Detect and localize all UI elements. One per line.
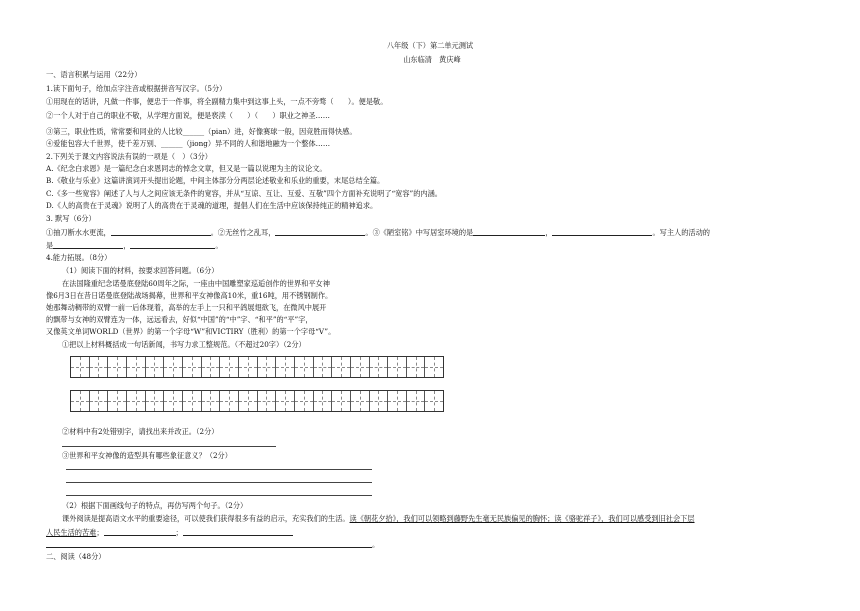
q1-line-1: ①用现在的话讲，凡做一件事，便忠于一件事，将全副精力集中到这事上头，一点不旁骛（ ）。便是敬。: [46, 97, 388, 106]
section-heading-2: 二、阅读（48分）: [46, 552, 106, 561]
q1-line-2: ②一个人对于自己的职业不敬，从学理方面说，便是亵渎（ ）（ ）职业之神圣……: [46, 111, 330, 120]
answer-blank[interactable]: [275, 228, 365, 236]
imitation-intro: 课外阅读是提高语文水平的重要途径，可以使我们获得很多有益的启示，充实我们的生活。: [62, 514, 350, 523]
answer-blank[interactable]: [46, 540, 372, 548]
q3-line-1: [46, 228, 710, 236]
q3-part-6: 是: [46, 241, 54, 250]
underlined-sentence-end: 人民生活的苦难: [46, 528, 97, 537]
material-line-1: 在法国隆重纪念诺曼底登陆60周年之际，一座由中国雕塑家巡逅创作的世界和平女神: [62, 279, 330, 288]
q3-part-8: 。: [215, 241, 223, 250]
imitation-paragraph-line-3: [46, 540, 379, 548]
q2-stem: 2.下列关于课文内容说法有误的一项是（ ）（3分）: [46, 152, 212, 161]
q3-part-1: ①抽刀断水水更流，: [46, 228, 111, 237]
material-line-2: 像6月3日在昔日诺曼底登陆战场揭幕，世界和平女神像高10米，重16吨，用不锈钢制作。: [46, 291, 333, 300]
q3-part-5: 。写主人的活动的: [652, 228, 710, 237]
q4-subq-2: ②材料中有2处错别字，请找出来并改正。（2分）: [62, 427, 219, 436]
answer-blank[interactable]: [552, 228, 652, 236]
q4-stem: 4.能力拓展。（8分）: [46, 253, 112, 262]
punct: ；: [175, 528, 183, 537]
answer-line[interactable]: [62, 446, 276, 447]
q1-line-3: ③第三，职业性质，常常要和同业的人比较______（pian）进，好像赛球一般，因竞胜而得快感。: [46, 127, 357, 136]
q2-option-b: B.《敬业与乐业》这篇讲演词开头提出论题，中间主体部分分两层论述敬业和乐业的重要，末尾总结全篇。: [46, 176, 385, 185]
punct: ；: [96, 528, 104, 537]
material-line-5: 又像英文单词WORLD（世界）的第一个字母“W”和VICTIRY（胜利）的第一个字母“V”。: [46, 327, 336, 336]
q3-part-2: 。②无丝竹之乱耳，: [210, 228, 276, 237]
answer-line[interactable]: [66, 495, 372, 496]
q2-option-d: D.《人的高贵在于灵魂》说明了人的高贵在于灵魂的道理，提倡人们在生活中应该保持纯正的精神追求。: [46, 201, 378, 210]
answer-line[interactable]: [66, 469, 372, 470]
q4-sub-1: （1）阅读下面的材料，按要求回答问题。（6分）: [62, 266, 219, 275]
q3-part-3: 。③《陋室铭》中写居室环境的是: [365, 228, 474, 237]
q4-subq-1: ①把以上材料概括成一句话新闻，书写力求工整规范。（不超过20字）（2分）: [62, 340, 306, 349]
answer-blank[interactable]: [111, 228, 211, 236]
imitation-paragraph-line-1: [62, 515, 695, 522]
answer-blank[interactable]: [53, 241, 123, 249]
underlined-sentence: 读《朝花夕拾》，我们可以领略到藤野先生毫无民族偏见的胸怀；读《骆驼祥子》，我们可以感受到旧社会下层: [349, 514, 695, 523]
material-line-3: 她那舞动稠带的双臂一前一后体现着，高举的左手上一只和平鸽展翅欲飞，在微风中展开: [46, 303, 327, 312]
answer-blank[interactable]: [473, 228, 545, 236]
answer-blank[interactable]: [104, 528, 176, 536]
punct: 。: [372, 540, 380, 549]
answer-blank[interactable]: [130, 241, 215, 249]
q1-line-4: ④爱能包容大千世界，使千差万别、______（jiong）异不同的人和谐地融为一个整体……: [46, 139, 331, 148]
section-heading-1: 一、语言积累与运用（22分）: [46, 70, 142, 79]
q3-line-2: [46, 241, 223, 249]
q4-sub-2: （2）根据下面画线句子的特点，再仿写两个句子。（2分）: [62, 501, 248, 510]
q1-stem: 1.读下面句子，给加点字注音或根据拼音写汉字。（5分）: [46, 84, 227, 93]
answer-line[interactable]: [66, 482, 372, 483]
q4-subq-3: ③世界和平女神像的造型具有哪些象征意义？（2分）: [62, 451, 232, 460]
writing-grid-row-2[interactable]: [70, 390, 444, 412]
writing-grid-row-1[interactable]: [70, 356, 444, 378]
exam-author: 山东临清 黄庆峰: [403, 55, 461, 64]
q3-stem: 3. 默写（6分）: [46, 214, 96, 223]
q3-part-7: ，: [123, 241, 131, 250]
q2-option-c: C.《多一些宽容》阐述了人与人之间应该无条件的宽容，并从“互谅、互让、互爱、互敬”四个方面补充说明了“宽容”的内涵。: [46, 189, 442, 198]
q3-part-4: ，: [545, 228, 553, 237]
material-line-4: 的飘带与女神的双臂连为一体，远远看去，好似“中国”的“中”字、“和平”的“平”字，: [46, 315, 313, 324]
imitation-paragraph-line-2: [46, 528, 293, 536]
q2-option-a: A.《纪念白求恩》是一篇纪念白求恩同志的悼念文章，但又是一篇以说理为主的议论文。: [46, 164, 327, 173]
exam-title: 八年级（下）第二单元测试: [386, 41, 474, 50]
answer-blank[interactable]: [183, 528, 293, 536]
